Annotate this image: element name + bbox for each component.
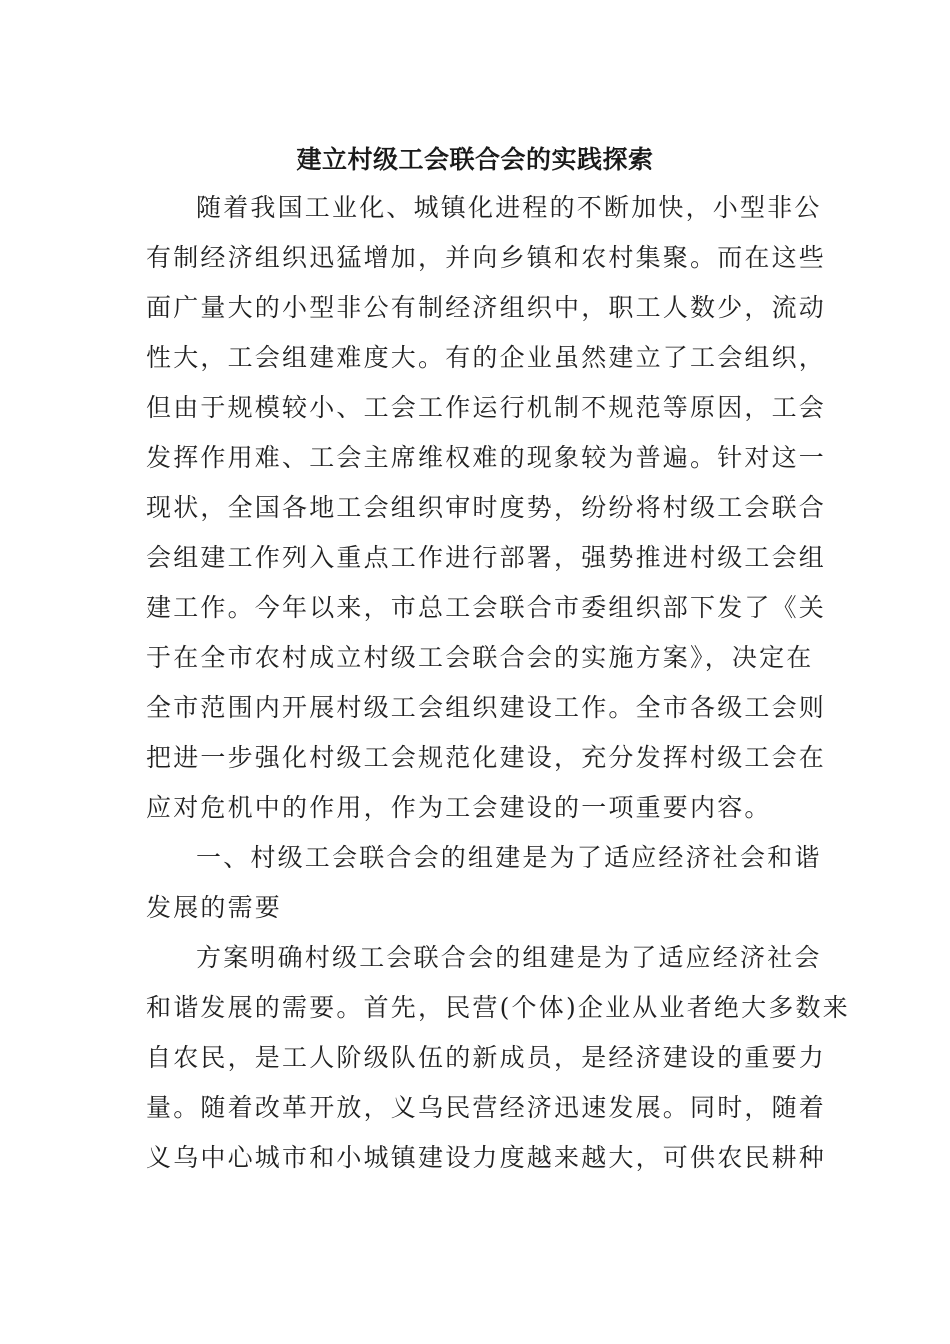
- paragraph-line: 但由于规模较小、工会工作运行机制不规范等原因，工会: [146, 393, 827, 422]
- paragraph-line: 有制经济组织迅猛增加，并向乡镇和农村集聚。而在这些: [146, 243, 827, 272]
- paragraph-line: 建工作。今年以来，市总工会联合市委组织部下发了《关: [146, 593, 827, 622]
- paragraph-line: 面广量大的小型非公有制经济组织中，职工人数少，流动: [146, 293, 827, 322]
- paragraph-line: 会组建工作列入重点工作进行部署，强势推进村级工会组: [146, 543, 827, 572]
- paragraph-line: 义乌中心城市和小城镇建设力度越来越大，可供农民耕种: [146, 1143, 827, 1172]
- paragraph-line: 量。随着改革开放，义乌民营经济迅速发展。同时，随着: [146, 1093, 827, 1122]
- paragraph-line: 性大，工会组建难度大。有的企业虽然建立了工会组织，: [146, 343, 827, 372]
- paragraph-line: 自农民，是工人阶级队伍的新成员，是经济建设的重要力: [146, 1043, 827, 1072]
- paragraph-line: 随着我国工业化、城镇化进程的不断加快，小型非公: [196, 193, 822, 222]
- document-title: 建立村级工会联合会的实践探索: [296, 145, 654, 174]
- paragraph-line: 和谐发展的需要。首先，民营(个体)企业从业者绝大多数来: [146, 993, 850, 1022]
- section-heading-line: 一、村级工会联合会的组建是为了适应经济社会和谐: [196, 843, 822, 872]
- section-heading-line: 发展的需要: [146, 893, 283, 922]
- paragraph-line: 发挥作用难、工会主席维权难的现象较为普遍。针对这一: [146, 443, 827, 472]
- paragraph-line: 把进一步强化村级工会规范化建设，充分发挥村级工会在: [146, 743, 827, 772]
- paragraph-line: 现状，全国各地工会组织审时度势，纷纷将村级工会联合: [146, 493, 827, 522]
- paragraph-line: 全市范围内开展村级工会组织建设工作。全市各级工会则: [146, 693, 827, 722]
- document-body: [146, 183, 850, 1183]
- paragraph-line: 应对危机中的作用，作为工会建设的一项重要内容。: [146, 793, 772, 822]
- paragraph-line: 方案明确村级工会联合会的组建是为了适应经济社会: [196, 943, 822, 972]
- paragraph-line: 于在全市农村成立村级工会联合会的实施方案》，决定在: [146, 643, 814, 672]
